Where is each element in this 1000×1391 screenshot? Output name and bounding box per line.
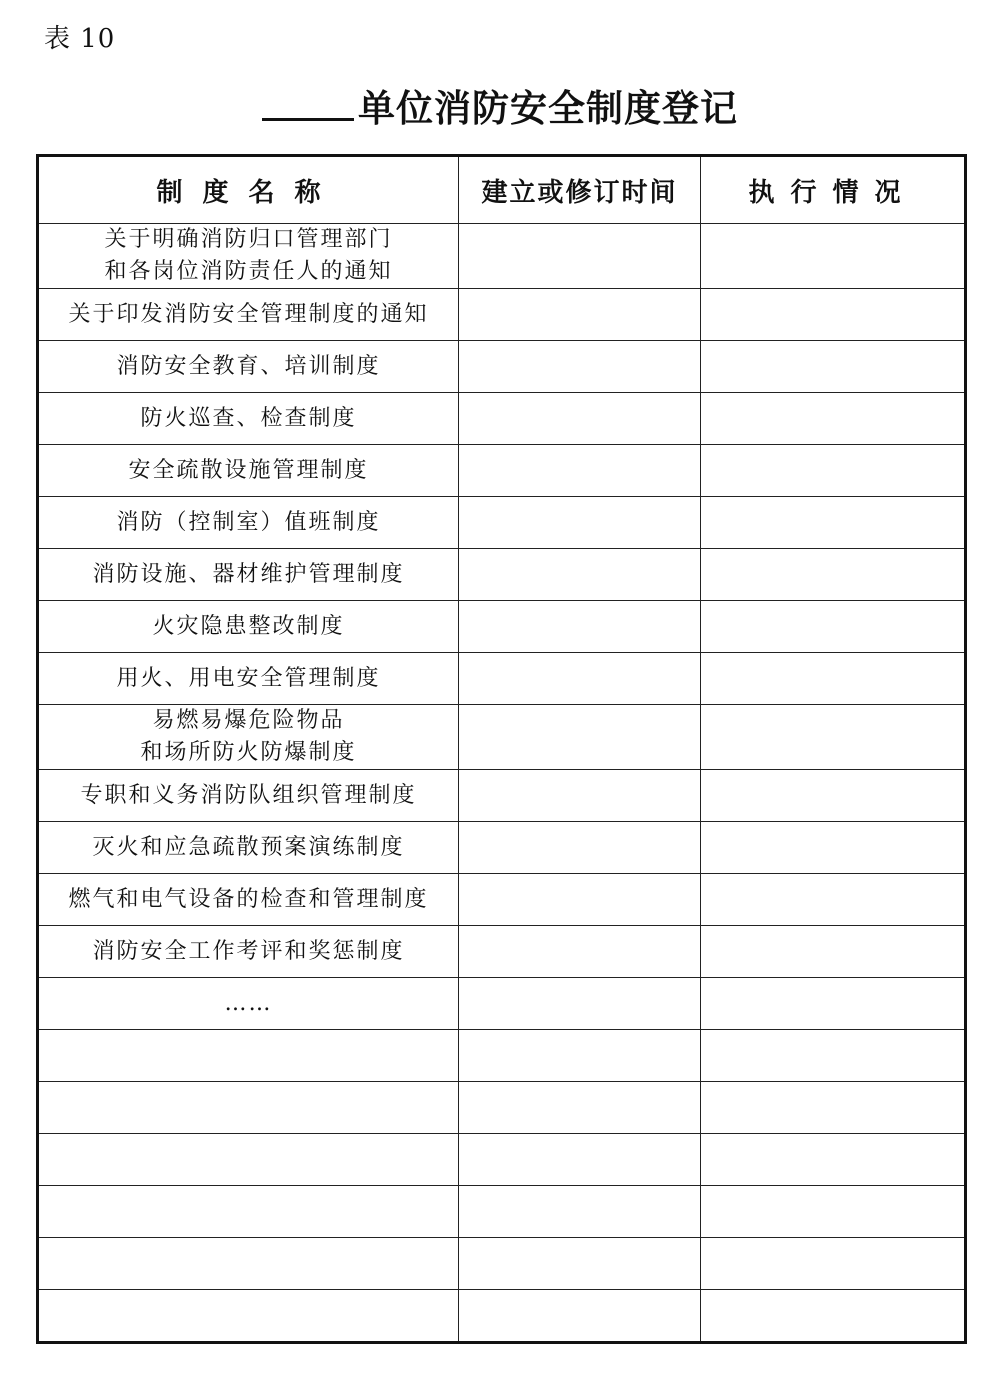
regulation-name-cell xyxy=(38,1238,459,1290)
regulation-name-cell xyxy=(38,601,459,653)
fire-safety-regulation-register-table xyxy=(36,154,967,1344)
table-row xyxy=(38,1082,966,1134)
established-revised-time-cell[interactable] xyxy=(459,497,701,549)
regulation-name-text: 消防（控制室）值班制度 xyxy=(116,509,381,535)
table-row xyxy=(38,497,966,549)
established-revised-time-cell[interactable] xyxy=(459,822,701,874)
established-revised-time-cell[interactable] xyxy=(459,653,701,705)
regulation-name-cell xyxy=(38,822,459,874)
regulation-name-text: 灭火和应急疏散预案演练制度 xyxy=(92,834,405,860)
table-row xyxy=(38,341,966,393)
regulation-name-text: 安全疏散设施管理制度 xyxy=(128,457,369,483)
table-row xyxy=(38,653,966,705)
table-row xyxy=(38,1186,966,1238)
header-implementation-status: 执行情况 xyxy=(701,156,966,224)
implementation-status-cell[interactable] xyxy=(701,497,966,549)
established-revised-time-cell[interactable] xyxy=(459,1030,701,1082)
established-revised-time-cell[interactable] xyxy=(459,1290,701,1343)
regulation-name-text: 火灾隐患整改制度 xyxy=(152,613,345,639)
established-revised-time-cell[interactable] xyxy=(459,289,701,341)
regulation-name-cell xyxy=(38,393,459,445)
implementation-status-cell[interactable] xyxy=(701,653,966,705)
established-revised-time-cell[interactable] xyxy=(459,1186,701,1238)
regulation-name-text: 专职和义务消防队组织管理制度 xyxy=(80,782,417,808)
established-revised-time-cell[interactable] xyxy=(459,874,701,926)
established-revised-time-cell[interactable] xyxy=(459,224,701,289)
table-row xyxy=(38,822,966,874)
implementation-status-cell[interactable] xyxy=(701,393,966,445)
regulation-name-text: 和场所防火防爆制度 xyxy=(140,740,357,765)
established-revised-time-cell[interactable] xyxy=(459,549,701,601)
implementation-status-cell[interactable] xyxy=(701,1082,966,1134)
table-row xyxy=(38,549,966,601)
established-revised-time-cell[interactable] xyxy=(459,601,701,653)
table-row xyxy=(38,1290,966,1343)
regulation-name-text: 和各岗位消防责任人的通知 xyxy=(104,259,393,284)
implementation-status-cell[interactable] xyxy=(701,926,966,978)
implementation-status-cell[interactable] xyxy=(701,822,966,874)
regulation-name-text: 防火巡查、检查制度 xyxy=(140,405,357,431)
table-row xyxy=(38,1030,966,1082)
regulation-name-cell xyxy=(38,1082,459,1134)
regulation-name-cell xyxy=(38,341,459,393)
table-header-row xyxy=(38,156,966,224)
regulation-name-text: 关于明确消防归口管理部门 xyxy=(104,227,393,252)
regulation-name-text: 易燃易爆危险物品 xyxy=(152,708,345,733)
regulation-name-cell xyxy=(38,549,459,601)
regulation-name-cell xyxy=(38,1134,459,1186)
implementation-status-cell[interactable] xyxy=(701,224,966,289)
header-regulation-name: 制度名称 xyxy=(38,156,459,224)
established-revised-time-cell[interactable] xyxy=(459,926,701,978)
table-row xyxy=(38,289,966,341)
table-row xyxy=(38,1134,966,1186)
regulation-name-cell xyxy=(38,224,459,289)
established-revised-time-cell[interactable] xyxy=(459,341,701,393)
regulation-name-cell xyxy=(38,874,459,926)
implementation-status-cell[interactable] xyxy=(701,978,966,1030)
implementation-status-cell[interactable] xyxy=(701,445,966,497)
established-revised-time-cell[interactable] xyxy=(459,705,701,770)
table-row xyxy=(38,705,966,770)
regulation-name-text: 消防安全工作考评和奖惩制度 xyxy=(92,938,405,964)
regulation-name-text: 关于印发消防安全管理制度的通知 xyxy=(68,301,429,327)
page-title-text: 单位消防安全制度登记 xyxy=(358,87,738,130)
table-row xyxy=(38,770,966,822)
implementation-status-cell[interactable] xyxy=(701,549,966,601)
regulation-name-cell xyxy=(38,497,459,549)
table-row xyxy=(38,926,966,978)
table-row xyxy=(38,601,966,653)
implementation-status-cell[interactable] xyxy=(701,1134,966,1186)
regulation-name-cell xyxy=(38,770,459,822)
table-number-label: 表 10 xyxy=(44,24,116,54)
regulation-name-cell xyxy=(38,978,459,1030)
implementation-status-cell[interactable] xyxy=(701,289,966,341)
regulation-name-cell xyxy=(38,289,459,341)
established-revised-time-cell[interactable] xyxy=(459,393,701,445)
established-revised-time-cell[interactable] xyxy=(459,1082,701,1134)
implementation-status-cell[interactable] xyxy=(701,874,966,926)
established-revised-time-cell[interactable] xyxy=(459,978,701,1030)
implementation-status-cell[interactable] xyxy=(701,1238,966,1290)
table-row xyxy=(38,978,966,1030)
regulation-name-cell xyxy=(38,653,459,705)
table-body xyxy=(38,224,966,1343)
implementation-status-cell[interactable] xyxy=(701,1290,966,1343)
regulation-name-text: …… xyxy=(224,990,273,1016)
established-revised-time-cell[interactable] xyxy=(459,770,701,822)
page-title xyxy=(0,78,1000,132)
established-revised-time-cell[interactable] xyxy=(459,1238,701,1290)
table-row xyxy=(38,445,966,497)
regulation-name-cell xyxy=(38,445,459,497)
regulation-name-text: 用火、用电安全管理制度 xyxy=(116,665,381,691)
table-row xyxy=(38,393,966,445)
regulation-name-text: 消防安全教育、培训制度 xyxy=(116,353,381,379)
implementation-status-cell[interactable] xyxy=(701,1186,966,1238)
unit-name-blank-line[interactable] xyxy=(262,82,354,121)
regulation-name-cell xyxy=(38,1030,459,1082)
implementation-status-cell[interactable] xyxy=(701,341,966,393)
regulation-name-text: 消防设施、器材维护管理制度 xyxy=(92,561,405,587)
established-revised-time-cell[interactable] xyxy=(459,1134,701,1186)
implementation-status-cell[interactable] xyxy=(701,770,966,822)
regulation-name-cell xyxy=(38,1186,459,1238)
table-row xyxy=(38,224,966,289)
table-row xyxy=(38,874,966,926)
regulation-name-cell xyxy=(38,1290,459,1343)
regulation-name-cell xyxy=(38,926,459,978)
table-row xyxy=(38,1238,966,1290)
regulation-name-text: 燃气和电气设备的检查和管理制度 xyxy=(68,886,429,912)
header-established-revised-time: 建立或修订时间 xyxy=(459,156,701,224)
regulation-name-cell xyxy=(38,705,459,770)
implementation-status-cell[interactable] xyxy=(701,705,966,770)
implementation-status-cell[interactable] xyxy=(701,601,966,653)
implementation-status-cell[interactable] xyxy=(701,1030,966,1082)
established-revised-time-cell[interactable] xyxy=(459,445,701,497)
